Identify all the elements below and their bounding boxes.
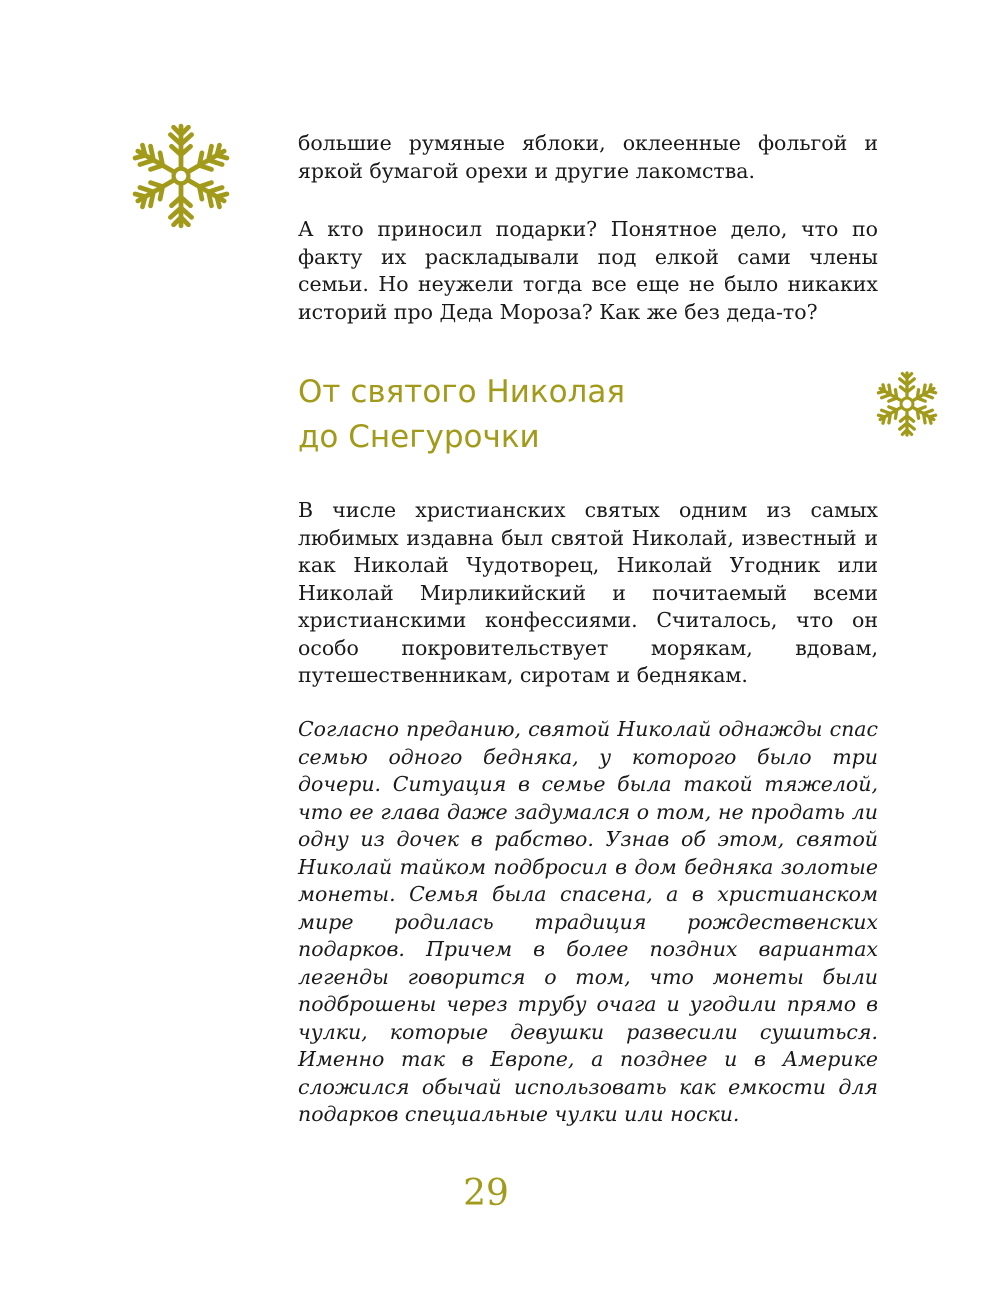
snowflake-icon	[128, 123, 234, 229]
snowflake-icon	[874, 371, 940, 437]
heading-line: до Снегурочки	[298, 419, 540, 455]
page-number: 29	[463, 1173, 509, 1214]
paragraph-text: А кто приносил подарки? Понятное дело, что по факту их раскладывали под елкой сами члены семьи. Но неужели тогда все еще не было никаких историй про Деда Мороза? Как же без деда-то?	[298, 217, 878, 324]
section-heading	[298, 370, 878, 460]
question-paragraph	[298, 216, 878, 326]
section-heading-text	[298, 370, 878, 460]
intro-paragraph	[298, 130, 878, 185]
legend-paragraph	[298, 716, 878, 1129]
paragraph-text: Согласно преданию, святой Николай однажды спас семью одного бедняка, у которого было три дочери. Ситуация в семье была такой тяжелой, что ее глава даже задумался о том, не продать ли одну из дочек в рабство. Узнав об этом, святой Николай тайком подбросил в дом бедняка золотые монеты. Семья была спасена, а в христианском мире родилась традиция рождественских подарков. Причем в более поздних вариантах легенды говорится о том, что монеты были подброшены через трубу очага и угодили прямо в чулки, которые девушки развесили сушиться. Именно так в Европе, а позднее и в Америке сложился обычай использовать как емкости для подарков специальные чулки или носки.	[298, 717, 878, 1126]
paragraph-text: В числе христианских святых одним из самых любимых издавна был святой Николай, известный и как Николай Чудотворец, Николай Угодник или Николай Мирликийский и почитаемый всеми христианскими конфессиями. Считалось, что он особо покровительствует морякам, вдовам, путешественникам, сиротам и беднякам.	[298, 498, 878, 687]
heading-line: От святого Николая	[298, 374, 626, 410]
paragraph-text: большие румяные яблоки, оклеенные фольгой и яркой бумагой орехи и другие лакомства.	[298, 131, 878, 183]
nicholas-paragraph	[298, 497, 878, 690]
